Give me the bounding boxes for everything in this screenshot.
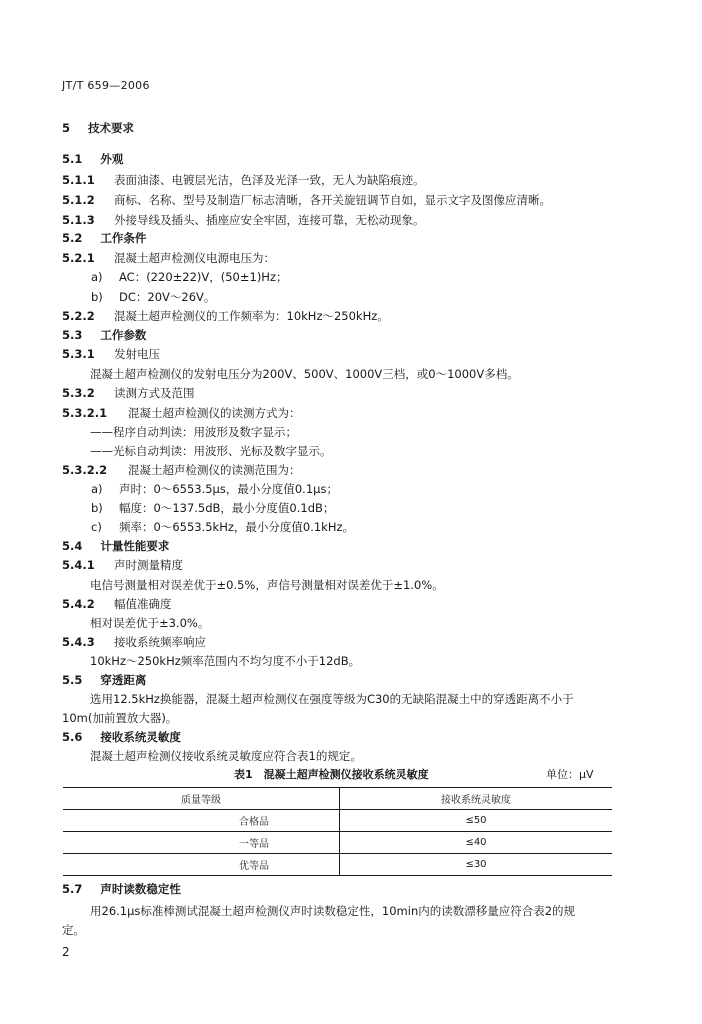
section-5-2-heading bbox=[62, 230, 146, 246]
clause-text: 混凝土超声检测仪的读测范围为： bbox=[128, 463, 301, 477]
clause-number: 5.2.1 bbox=[62, 251, 95, 265]
list-text: 声时：0～6553.5μs，最小分度值0.1μs； bbox=[119, 482, 338, 496]
paragraph: 混凝土超声检测仪的发射电压分为200V、500V、1000V三档，或0～1000V多档。 bbox=[90, 367, 519, 381]
section-5-7-heading bbox=[62, 881, 181, 897]
table-cell: 优等品 bbox=[63, 854, 340, 876]
clause-number: 5.4.3 bbox=[62, 635, 95, 649]
list-label: b) bbox=[91, 501, 103, 515]
clause-text: 商标、名称、型号及制造厂标志清晰，各开关旋钮调节自如，显示文字及图像应清晰。 bbox=[114, 193, 551, 207]
clause-text: 混凝土超声检测仪电源电压为： bbox=[114, 251, 275, 265]
list-text: 频率：0～6553.5kHz，最小分度值0.1kHz。 bbox=[119, 520, 355, 534]
clause-5-1-3 bbox=[62, 212, 425, 228]
section-title: 穿透距离 bbox=[100, 673, 147, 687]
list-item-c bbox=[91, 519, 354, 535]
section-5-3-heading bbox=[62, 327, 146, 343]
section-5-5-heading bbox=[62, 672, 146, 688]
section-title: 声时读数稳定性 bbox=[100, 882, 181, 896]
section-5-4-heading bbox=[62, 538, 169, 554]
page-number: 2 bbox=[62, 945, 70, 959]
paragraph: 用26.1μs标准棒测试混凝土超声检测仪声时读数稳定性，10min内的读数漂移量应符合表2的规 bbox=[90, 904, 576, 918]
clause-5-4-3 bbox=[62, 634, 206, 650]
clause-text: 幅值准确度 bbox=[114, 597, 172, 611]
paragraph-continuation: 10m(加前置放大器)。 bbox=[62, 711, 178, 725]
list-label: b) bbox=[91, 290, 103, 304]
list-item-b bbox=[91, 500, 334, 516]
clause-5-3-2-1 bbox=[62, 405, 301, 421]
clause-5-3-1 bbox=[62, 346, 160, 362]
section-number: 5.1 bbox=[62, 152, 83, 166]
clause-5-1-1 bbox=[62, 172, 425, 188]
table-cell: 合格品 bbox=[63, 810, 340, 832]
paragraph: 选用12.5kHz换能器，混凝土超声检测仪在强度等级为C30的无缺陷混凝土中的穿透距离不小于 bbox=[90, 692, 574, 706]
clause-text: 读测方式及范围 bbox=[114, 386, 195, 400]
section-title: 外观 bbox=[100, 152, 124, 166]
section-5-6-heading bbox=[62, 729, 181, 745]
clause-5-1-2 bbox=[62, 192, 551, 208]
paragraph: 混凝土超声检测仪接收系统灵敏度应符合表1的规定。 bbox=[90, 749, 362, 763]
list-text: AC：(220±22)V，(50±1)Hz； bbox=[119, 270, 288, 284]
clause-number: 5.3.1 bbox=[62, 347, 95, 361]
section-number: 5.6 bbox=[62, 730, 83, 744]
table-header-cell: 接收系统灵敏度 bbox=[340, 788, 613, 810]
clause-number: 5.3.2.1 bbox=[62, 406, 108, 420]
paragraph: 相对误差优于±3.0%。 bbox=[90, 616, 210, 630]
table-unit: 单位：μV bbox=[546, 768, 594, 781]
clause-text: 外接导线及插头、插座应安全牢固，连接可靠，无松动现象。 bbox=[114, 213, 425, 227]
section-title: 技术要求 bbox=[88, 121, 135, 135]
table-header-row bbox=[63, 788, 612, 810]
list-text: 幅度：0～137.5dB，最小分度值0.1dB； bbox=[119, 501, 335, 515]
section-number: 5.5 bbox=[62, 673, 83, 687]
list-text: DC：20V～26V。 bbox=[119, 290, 216, 304]
section-5-heading bbox=[62, 120, 134, 136]
clause-text: 混凝土超声检测仪的工作频率为：10kHz～250kHz。 bbox=[114, 309, 389, 323]
clause-text: 发射电压 bbox=[114, 347, 160, 361]
table-cell: ≤30 bbox=[340, 854, 613, 876]
list-item-b bbox=[91, 289, 215, 305]
section-title: 接收系统灵敏度 bbox=[100, 730, 181, 744]
clause-5-2-2 bbox=[62, 308, 389, 324]
list-label: c) bbox=[91, 520, 102, 534]
section-title: 计量性能要求 bbox=[100, 539, 170, 553]
section-5-1-heading bbox=[62, 151, 123, 167]
sensitivity-table bbox=[63, 787, 612, 876]
paragraph: 10kHz～250kHz频率范围内不均匀度不小于12dB。 bbox=[90, 654, 361, 668]
dash-item: ——光标自动判读：用波形、光标及数字显示。 bbox=[90, 444, 332, 458]
section-number: 5.2 bbox=[62, 231, 83, 245]
clause-5-3-2-2 bbox=[62, 462, 301, 478]
clause-text: 声时测量精度 bbox=[114, 558, 183, 572]
paragraph: 电信号测量相对误差优于±0.5%，声信号测量相对误差优于±1.0%。 bbox=[90, 578, 444, 592]
dash-item: ——程序自动判读：用波形及数字显示； bbox=[90, 425, 297, 439]
table-row bbox=[63, 854, 612, 876]
table-row bbox=[63, 810, 612, 832]
clause-number: 5.3.2 bbox=[62, 386, 95, 400]
clause-5-3-2 bbox=[62, 385, 195, 401]
clause-5-2-1 bbox=[62, 250, 275, 266]
clause-number: 5.2.2 bbox=[62, 309, 95, 323]
section-number: 5.4 bbox=[62, 539, 83, 553]
clause-text: 混凝土超声检测仪的读测方式为： bbox=[128, 406, 301, 420]
table-cell: 一等品 bbox=[63, 832, 340, 854]
section-number: 5 bbox=[62, 121, 71, 135]
table-row bbox=[63, 832, 612, 854]
list-label: a) bbox=[91, 482, 103, 496]
table-caption: 表1 混凝土超声检测仪接收系统灵敏度 bbox=[234, 768, 429, 781]
list-item-a bbox=[91, 481, 338, 497]
clause-5-4-1 bbox=[62, 557, 183, 573]
section-number: 5.7 bbox=[62, 882, 83, 896]
list-label: a) bbox=[91, 270, 103, 284]
clause-text: 接收系统频率响应 bbox=[114, 635, 206, 649]
clause-number: 5.1.3 bbox=[62, 213, 95, 227]
clause-text: 表面油漆、电镀层光洁，色泽及光泽一致，无人为缺陷痕迹。 bbox=[114, 173, 425, 187]
clause-number: 5.1.2 bbox=[62, 193, 95, 207]
paragraph-continuation: 定。 bbox=[62, 923, 85, 937]
clause-number: 5.1.1 bbox=[62, 173, 95, 187]
clause-number: 5.4.2 bbox=[62, 597, 95, 611]
clause-number: 5.3.2.2 bbox=[62, 463, 108, 477]
table-cell: ≤40 bbox=[340, 832, 613, 854]
table-cell: ≤50 bbox=[340, 810, 613, 832]
clause-number: 5.4.1 bbox=[62, 558, 95, 572]
section-title: 工作参数 bbox=[100, 328, 147, 342]
section-number: 5.3 bbox=[62, 328, 83, 342]
standard-number: JT/T 659—2006 bbox=[62, 79, 150, 92]
list-item-a bbox=[91, 269, 288, 285]
clause-5-4-2 bbox=[62, 596, 172, 612]
table-header-cell: 质量等级 bbox=[63, 788, 340, 810]
section-title: 工作条件 bbox=[100, 231, 147, 245]
